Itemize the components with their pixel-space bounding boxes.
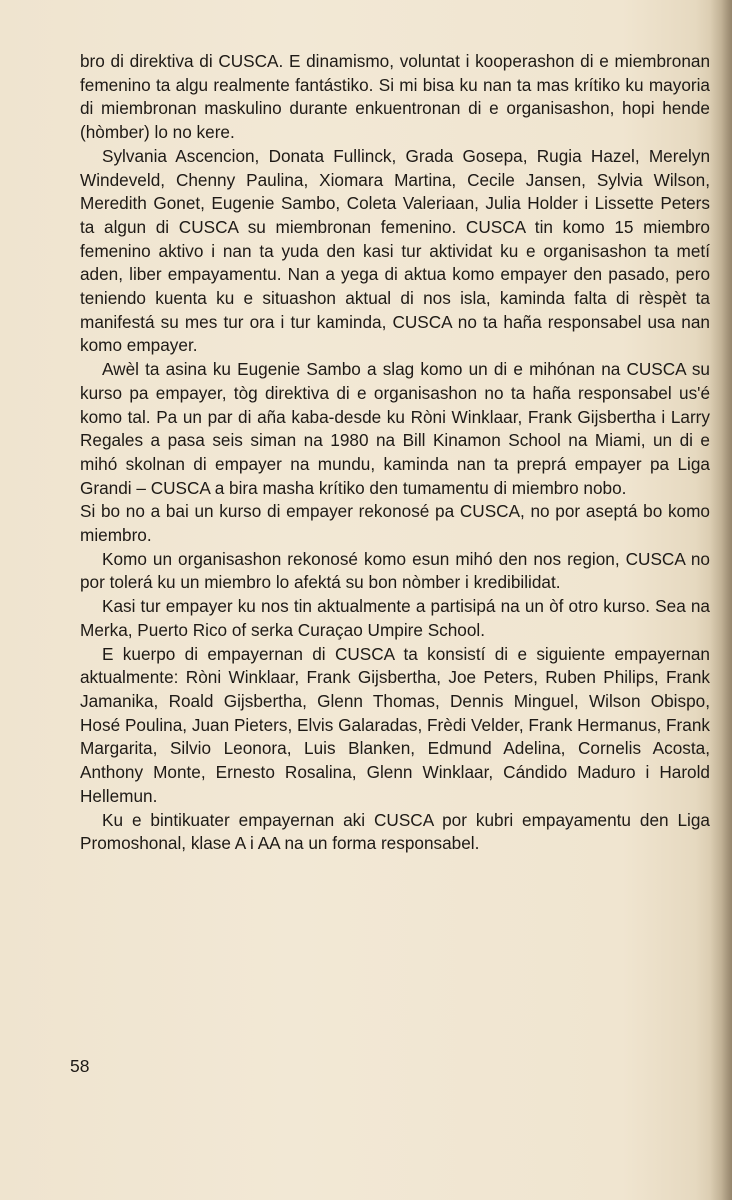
paragraph: Ku e bintikuater empayernan aki CUSCA por kubri empayamentu den Liga Promoshonal, klase A i AA na un forma responsabel. — [80, 809, 710, 854]
paragraph: bro di direktiva di CUSCA. E dinamismo, voluntat i kooperashon di e miembronan femenino ta algu realmente fantástiko. Si mi bisa ku nan ta mas krítiko ku mayoria di miembronan maskulino durante enkuentronan di e organisashon, hopi hende (hòmber) lo no kere. — [80, 51, 710, 143]
body-text — [80, 50, 710, 856]
paragraph: Awèl ta asina ku Eugenie Sambo a slag komo un di e mihónan na CUSCA su kurso pa empayer, tòg direktiva di e organisashon no ta haña responsabel us'é komo tal. Pa un par di aña kaba-desde ku Ròni Winklaar, Frank Gijsbertha i Larry Regales a pasa seis siman na 1980 na Bill Kinamon School na Miami, un di e mihó skolnan di empayer na mundu, kaminda nan ta preprá empayer pa Liga Grandi – CUSCA a bira masha krítiko den tumamentu di miembro nobo. — [80, 359, 710, 498]
paragraph: E kuerpo di empayernan di CUSCA ta konsistí di e siguiente empayernan aktualmente: Ròni Winklaar, Frank Gijsbertha, Joe Peters, Ruben Philips, Frank Jamanika, Roald Gijsbertha, Glenn Thomas, Dennis Minguel, Wilson Obispo, Hosé Poulina, Juan Pieters, Elvis Galaradas, Frèdi Velder, Frank Hermanus, Frank Margarita, Silvio Leonora, Luis Blanken, Edmund Adelina, Cornelis Acosta, Anthony Monte, Ernesto Rosalina, Glenn Winklaar, Cándido Maduro i Harold Hellemun. — [80, 643, 710, 806]
paragraph: Komo un organisashon rekonosé komo esun mihó den nos region, CUSCA no por tolerá ku un miembro lo afektá su bon nòmber i kredibilidat. — [80, 548, 710, 593]
paragraph: Si bo no a bai un kurso di empayer rekonosé pa CUSCA, no por aseptá bo komo miembro. — [80, 501, 710, 546]
page-number: 58 — [70, 1056, 90, 1076]
spine-shadow — [710, 0, 732, 1200]
paragraph: Sylvania Ascencion, Donata Fullinck, Grada Gosepa, Rugia Hazel, Merelyn Windeveld, Chenny Paulina, Xiomara Martina, Cecile Jansen, Sylvia Wilson, Meredith Gonet, Eugenie Sambo, Coleta Valeriaan, Julia Holder i Lissette Peters ta algun di CUSCA su miembronan femenino. CUSCA tin komo 15 miembro femenino aktivo i nan ta yuda den kasi tur aktividat ku e organisashon ta metí aden, liber empayamentu. Nan a yega di aktua komo empayer den pasado, pero teniendo kuenta ku e situashon aktual di nos isla, kaminda falta di rèspèt ta manifestá su mes tur ora i tur kaminda, CUSCA no ta haña responsabel usa nan komo empayer. — [80, 145, 710, 356]
paragraph: Kasi tur empayer ku nos tin aktualmente a partisipá na un òf otro kurso. Sea na Merka, Puerto Rico of serka Curaçao Umpire School. — [80, 596, 710, 640]
